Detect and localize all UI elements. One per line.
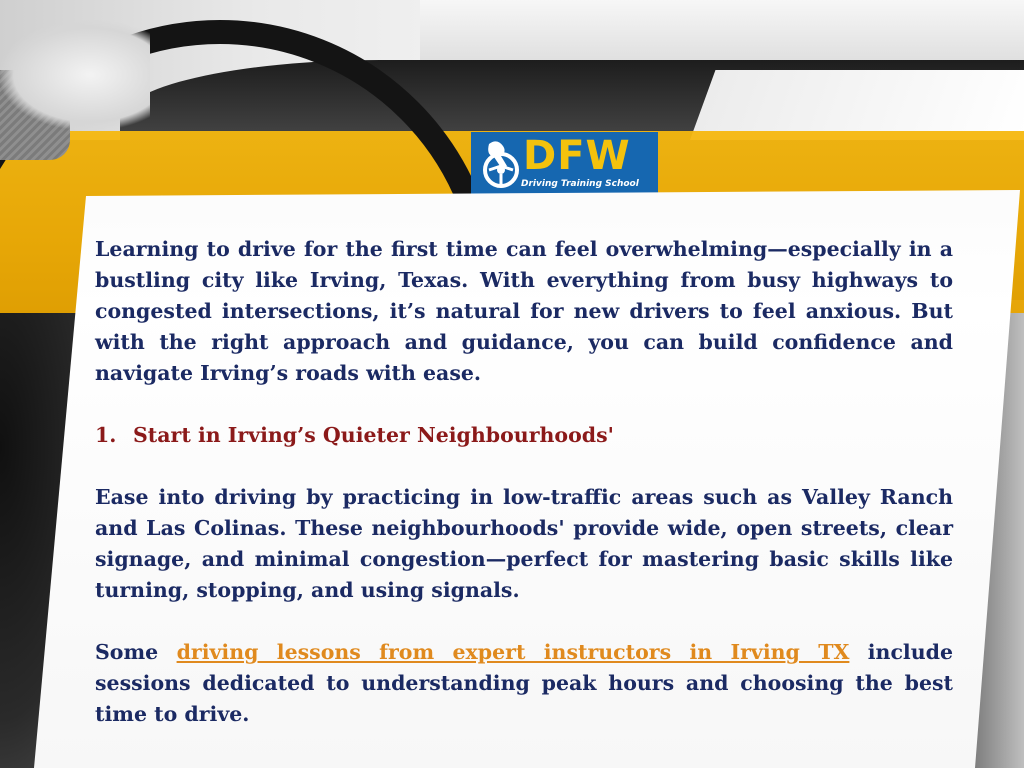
heading-text: Start in Irving’s Quieter Neighbourhoods' xyxy=(133,423,614,447)
logo-wordmark: DFW xyxy=(523,133,631,179)
instructors-link[interactable]: driving lessons from expert instructors in Irving TX xyxy=(176,640,850,664)
cta-paragraph xyxy=(95,637,953,730)
tips-paragraph: Ease into driving by practicing in low-traffic areas such as Valley Ranch and Las Colinas. These neighbourhoods' provide wide, open streets, clear signage, and minimal congestion—perfect for mastering basic skills like turning, stopping, and using signals. xyxy=(95,485,953,602)
intro-paragraph: Learning to drive for the first time can feel overwhelming—especially in a bustling city like Irving, Texas. With everything from busy highways to congested intersections, it’s natural for new drivers to feel anxious. But with the right approach and guidance, you can build confidence and navigate Irving’s roads with ease. xyxy=(95,237,953,385)
heading-number: 1. xyxy=(95,423,117,447)
article-body xyxy=(95,234,953,730)
cta-suffix: include sessions dedicated to understanding peak hours and choosing the best time to drive. xyxy=(95,640,953,726)
brand-logo xyxy=(471,132,658,194)
section-heading xyxy=(95,420,953,451)
cta-prefix: Some xyxy=(95,640,159,664)
background-dashboard-highlight xyxy=(690,70,1024,140)
driver-hand xyxy=(0,20,150,130)
logo-subtitle: Driving Training School xyxy=(521,179,639,189)
driver-steering-wheel-icon xyxy=(479,136,523,190)
